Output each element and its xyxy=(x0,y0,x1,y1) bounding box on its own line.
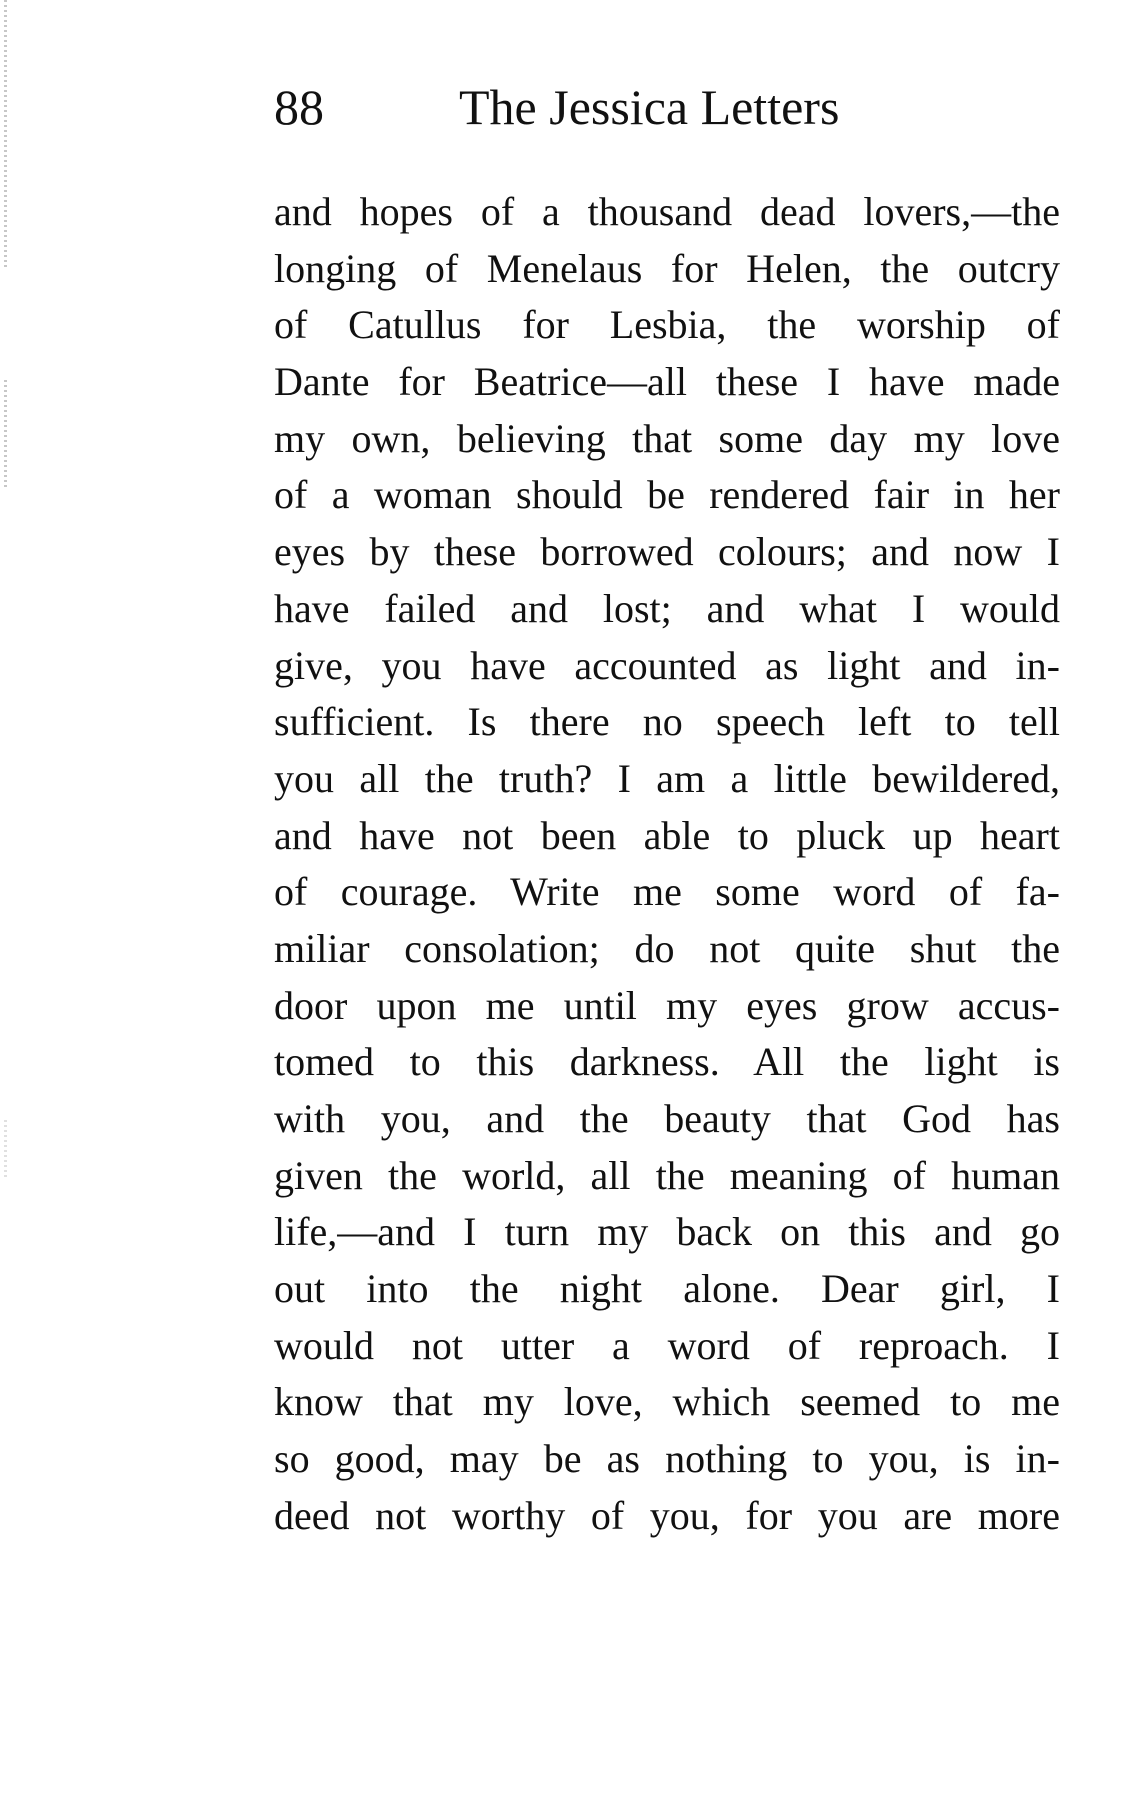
text-line: and have not been able to pluck up heart xyxy=(274,812,1060,858)
text-line: tomed to this darkness. All the light is xyxy=(274,1039,1060,1085)
body-text xyxy=(274,184,1060,1545)
text-line: you all the truth? I am a little bewildered, xyxy=(274,755,1060,801)
text-line: door upon me until my eyes grow accus- xyxy=(274,982,1060,1028)
text-line: Dante for Beatrice—all these I have made xyxy=(274,359,1060,405)
text-line: of a woman should be rendered fair in her xyxy=(274,472,1060,518)
text-line: my own, believing that some day my love xyxy=(274,415,1060,461)
text-line: and hopes of a thousand dead lovers,—the xyxy=(274,189,1060,234)
text-line: life,—and I turn my back on this and go xyxy=(274,1209,1060,1255)
running-title: The Jessica Letters xyxy=(459,79,840,135)
text-line: would not utter a word of reproach. I xyxy=(274,1322,1060,1368)
text-line: longing of Menelaus for Helen, the outcry xyxy=(274,245,1060,291)
text-line: out into the night alone. Dear girl, I xyxy=(274,1266,1060,1312)
text-line: have failed and lost; and what I would xyxy=(274,585,1060,631)
text-line: give, you have accounted as light and in- xyxy=(274,642,1060,688)
text-line: miliar consolation; do not quite shut the xyxy=(274,925,1060,971)
page-header xyxy=(274,72,1074,142)
page-number: 88 xyxy=(274,79,324,135)
text-line: sufficient. Is there no speech left to tell xyxy=(274,699,1060,745)
scan-edge-mark xyxy=(4,0,7,270)
scan-edge-mark xyxy=(4,1120,7,1180)
text-line: eyes by these borrowed colours; and now I xyxy=(274,529,1060,575)
text-line: of Catullus for Lesbia, the worship of xyxy=(274,302,1060,348)
scan-edge-mark xyxy=(4,380,7,490)
text-line: given the world, all the meaning of human xyxy=(274,1152,1060,1198)
text-line: know that my love, which seemed to me xyxy=(274,1379,1060,1425)
text-line: with you, and the beauty that God has xyxy=(274,1096,1060,1141)
text-line: so good, may be as nothing to you, is in- xyxy=(274,1436,1060,1482)
text-line: of courage. Write me some word of fa- xyxy=(274,869,1060,915)
text-line: deed not worthy of you, for you are more xyxy=(274,1492,1060,1538)
